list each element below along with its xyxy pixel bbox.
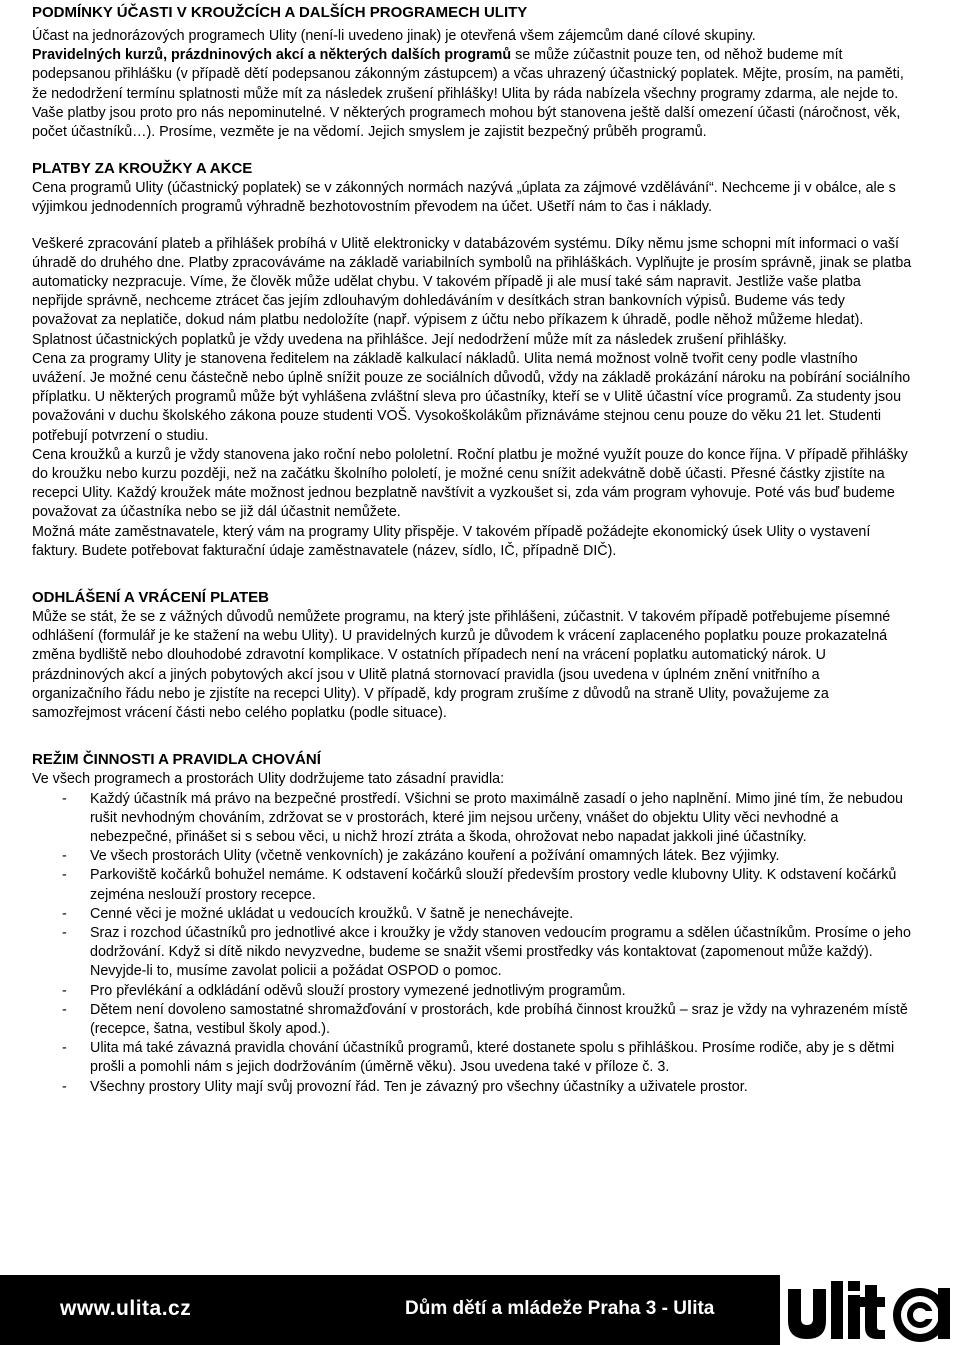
list-item: - Parkoviště kočárků bohužel nemáme. K odstavení kočárků slouží především prostory vedle klubovny Ulity. K odstavení kočárků zejména neslouží prostory recepce. [32, 866, 912, 904]
document-page [32, 3, 912, 1097]
list-item: - Všechny prostory Ulity mají svůj provozní řád. Ten je závazný pro všechny účastníky a uživatele prostor. [32, 1078, 912, 1097]
paragraph-text: se může zúčastnit pouze ten, od něhož budeme mít podepsanou přihlášku (v případě dětí podepsanou zákonným zástupcem) a včas uhrazený účastnický poplatek. Mějte, prosím, na paměti, že nedodržení termínu splatnosti může mít za následek zrušení přihlášky! Ulita by ráda nabízela všechny programy zdarma, ale nejde to. Vaše platby jsou proto pro nás nepominutelné. V některých programech mohou být stanovena ještě další omezení účasti (náročnost, věk, počet účastníků…). Prosíme, vezměte je na vědomí. Jejich smyslem je zajistit bezpečný průběh programů. [32, 47, 904, 141]
paragraph: Možná máte zaměstnavatele, který vám na programy Ulity přispěje. V takovém případě požádejte ekonomický úsek Ulity o vystavení faktury. Budete potřebovat fakturační údaje zaměstnavatele (název, sídlo, IČ, případně DIČ). [32, 523, 871, 559]
section-title-cancellation: ODHLÁŠENÍ A VRÁCENÍ PLATEB [32, 589, 269, 607]
paragraph: Veškeré zpracování plateb a přihlášek probíhá v Ulitě elektronicky v databázovém systému. Díky němu jsme schopni mít informaci o vaší úhradě do druhého dne. Platby zpracováváme na základě variabilních symbolů na přihláškách. Vyplňujte je prosím správně, jinak se platba automaticky nezpracuje. Víme, že člověk může udělat chybu. V takovém případě ji ale musí také sám napravit. Jestliže vaše platba nepřijde správně, nechceme ztrácet čas jejím zdlouhavým dohledáváním v desítkách stran bankovních výpisů. Budeme vás tedy považovat za neplatiče, dokud nám platbu nedoložíte (např. výpisem z účtu nebo příkazem k úhradě, podle něhož můžeme hledat). [32, 235, 912, 329]
emphasis-text: Pravidelných kurzů, prázdninových akcí a některých dalších programů [32, 47, 512, 64]
paragraph [32, 46, 912, 142]
institution-name: Dům dětí a mládeže Praha 3 - Ulita [405, 1298, 715, 1319]
list-item: - Ve všech prostorách Ulity (včetně venkovních) je zakázáno kouření a požívání omamných látek. Bez výjimky. [32, 847, 912, 866]
section-title-conditions: PODMÍNKY ÚČASTI V KROUŽCÍCH A DALŠÍCH PROGRAMECH ULITY [32, 4, 528, 21]
paragraph: Může se stát, že se z vážných důvodů nemůžete programu, na který jste přihlášeni, zúčastnit. V takovém případě potřebujeme písemné odhlášení (formulář je ke stažení na webu Ulity). U pravidelných kurzů je důvodem k vrácení zaplaceného poplatku pouze prokazatelná změna bydliště nebo dlouhodobé zdravotní komplikace. V ostatních případech není na vrácení poplatku automatický nárok. U prázdninových akcí a jiných pobytových akcí jsou v Ulitě platná stornovací pravidla (jsou uvedena v úplném znění vnitřního a organizačního řádu nebo je zjistíte na recepci Ulity). V případě, kdy program zrušíme z důvodů na straně Ulity, považujeme za samozřejmost vrácení části nebo celého poplatku (podle situace). [32, 609, 891, 722]
list-item: - Cenné věci je možné ukládat u vedoucích kroužků. V šatně je nenechávejte. [32, 905, 912, 924]
list-item: - Každý účastník má právo na bezpečné prostředí. Všichni se proto maximálně zasadí o jeho naplnění. Mimo jiné tím, že nebudou rušit nevhodným chováním, zdržovat se v prostorách, které jim nejsou určeny, vnášet do objektu Ulity věci nevhodné a nebezpečné, přinášet si s sebou věci, u nichž hrozí ztráta a škoda, ohrožovat nebo napadat jakkoli jiné účastníky. [32, 790, 912, 848]
list-item: - Sraz i rozchod účastníků pro jednotlivé akce i kroužky je vždy stanoven vedoucím programu a sdělen účastníkům. Prosíme o jeho dodržování. Když si dítě nikdo nevyzvedne, budeme se snažit všemi prostředky vás kontaktovat (zapomenout může každý). Nevyjde-li to, musíme zavolat policii a požádat OSPOD o pomoc. [32, 924, 912, 982]
website-link[interactable]: www.ulita.cz [60, 1297, 192, 1320]
paragraph: Cena kroužků a kurzů je vždy stanovena jako roční nebo pololetní. Roční platbu je možné využít pouze do konce října. V případě přihlášky do kroužku nebo kurzu později, než na začátku školního pololetí, je možné cenu snížit adekvátně době účasti. Přesné částky zjistíte na recepci Ulity. Každý kroužek máte možnost jednou bezplatně navštívit a vyzkoušet si, zda vám program vyhovuje. Poté vás buď budeme považovat za účastníka nebo se již dál účastnit nemůžete. [32, 446, 908, 521]
paragraph: Ve všech programech a prostorách Ulity dodržujeme tato zásadní pravidla: [32, 771, 505, 788]
paragraph: Účast na jednorázových programech Ulity (není-li uvedeno jinak) je otevřená všem zájemcům dané cílové skupiny. [32, 28, 756, 44]
section-title-payments: PLATBY ZA KROUŽKY A AKCE [32, 160, 253, 178]
paragraph: Cena programů Ulity (účastnický poplatek) se v zákonných normách nazývá „úplata za zájmové vzdělávání“. Nechceme ji v obálce, ale s výjimkou jednodenních programů výhradně bezhotovostním převodem na účet. Ušetří nám to čas i náklady. [32, 180, 896, 216]
paragraph: Cena za programy Ulity je stanovena ředitelem na základě kalkulací nákladů. Ulita nemá možnost volně tvořit ceny podle vlastního uvážení. Je možné cenu částečně nebo úplně snížit pouze ze sociálních důvodů, vždy na základě prokázání nároku na pobírání sociálního příplatku. U některých programů může být vyhlášena zvláštní sleva pro účastníky, kteří se v Ulitě účastní více programů. Za studenty jsou považováni v duchu školského zákona pouze studenti VOŠ. Vysokoškolákům přiznáváme stejnou cenu pouze do věku 21 let. Studenti potřebují potvrzení o studiu. [32, 350, 911, 444]
section-title-rules: REŽIM ČINNOSTI A PRAVIDLA CHOVÁNÍ [32, 751, 321, 769]
list-item: - Pro převlékání a odkládání oděvů slouží prostory vymezené jednotlivým programům. [32, 982, 912, 1001]
footer-banner [0, 1275, 960, 1345]
list-item: - Dětem není dovoleno samostatné shromažďování v prostorách, kde probíhá činnost kroužků – sraz je vždy na vyhrazeném místě (recepce, šatna, vestibul školy apod.). [32, 1001, 912, 1039]
paragraph: Splatnost účastnických poplatků je vždy uvedena na přihlášce. Její nedodržení může mít za následek zrušení přihlášky. [32, 331, 787, 348]
ulita-logo [780, 1275, 960, 1345]
list-item: - Ulita má také závazná pravidla chování účastníků programů, které dostanete spolu s přihláškou. Prosíme rodiče, aby je s dětmi prošli a pomohli nám s jejich dodržováním (úměrně věku). Jsou uvedena také v příloze č. 3. [32, 1039, 912, 1077]
rules-list [32, 790, 912, 1097]
